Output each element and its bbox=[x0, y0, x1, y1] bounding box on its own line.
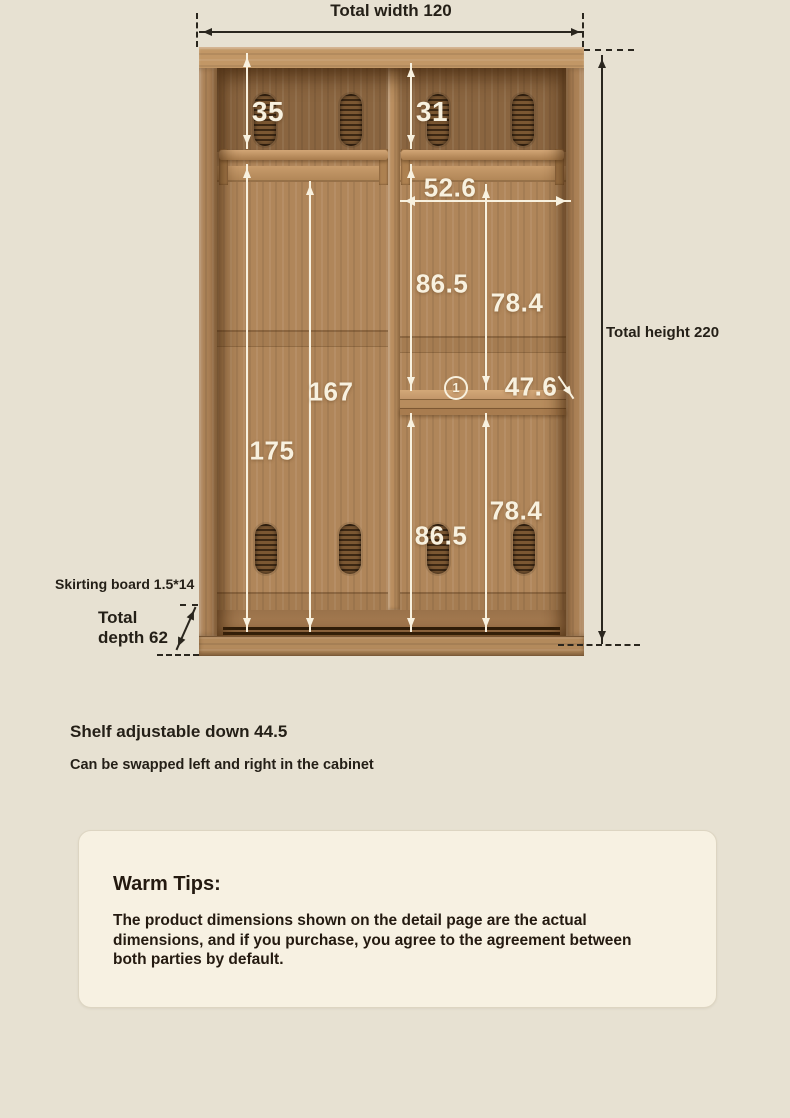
vent-icon bbox=[339, 524, 361, 574]
dim-line-78-upper bbox=[485, 184, 487, 390]
dim-label-52: 52.6 bbox=[423, 172, 477, 203]
swap-note: Can be swapped left and right in the cabinet bbox=[70, 757, 374, 773]
wardrobe-left-wall bbox=[199, 68, 217, 636]
sliding-door-track bbox=[223, 627, 560, 630]
warm-tips-body: The product dimensions shown on the detail page are the actual dimensions, and if you purchase, you agree to the agreement between both parties by default. bbox=[113, 912, 632, 968]
total-height-dimension-line bbox=[601, 55, 603, 644]
extension-line-top-left bbox=[196, 13, 198, 47]
dim-label-35: 35 bbox=[251, 96, 285, 127]
total-width-label: Total width 120 bbox=[330, 1, 452, 20]
dim-label-47: 47.6 bbox=[504, 371, 558, 402]
wardrobe-base bbox=[199, 636, 584, 656]
wardrobe-right-wall bbox=[566, 68, 584, 636]
wardrobe-top-rail bbox=[199, 47, 584, 70]
hanging-rod-right bbox=[401, 150, 564, 160]
sliding-door-track bbox=[223, 632, 560, 635]
depth-extension-top bbox=[180, 604, 198, 606]
wardrobe-floor bbox=[217, 610, 566, 636]
dim-line-86-lower bbox=[410, 413, 412, 632]
vent-icon bbox=[512, 94, 534, 146]
depth-extension-bottom bbox=[157, 654, 199, 656]
warm-tips-panel bbox=[78, 830, 717, 1008]
mid-back-panel-left bbox=[217, 152, 388, 610]
back-panel-rail bbox=[400, 336, 566, 353]
dim-line-31 bbox=[410, 63, 412, 149]
dim-label-31: 31 bbox=[415, 96, 449, 127]
shelf-adjustable-note: Shelf adjustable down 44.5 bbox=[70, 722, 288, 741]
dim-label-167: 167 bbox=[308, 376, 354, 407]
extension-line-top-right bbox=[582, 13, 584, 47]
vent-icon bbox=[255, 524, 277, 574]
extension-line-right-top bbox=[584, 49, 634, 51]
vent-icon bbox=[340, 94, 362, 146]
center-divider bbox=[388, 68, 400, 610]
dim-line-175 bbox=[246, 164, 248, 632]
hanging-rod-left bbox=[219, 150, 388, 160]
total-depth-label-line1: Total bbox=[98, 608, 138, 627]
dim-line-35 bbox=[246, 53, 248, 149]
dim-line-78-lower bbox=[485, 413, 487, 632]
skirting-board-label: Skirting board 1.5*14 bbox=[55, 576, 195, 592]
dim-label-78-lower: 78.4 bbox=[489, 495, 543, 526]
vent-icon bbox=[513, 524, 535, 574]
total-depth-label-line2: depth 62 bbox=[98, 628, 168, 647]
total-width-dimension-line bbox=[199, 31, 584, 33]
dim-label-175: 175 bbox=[249, 435, 295, 466]
total-depth-dimension-line bbox=[176, 607, 197, 651]
total-height-label: Total height 220 bbox=[606, 324, 720, 341]
dim-label-78-upper: 78.4 bbox=[490, 287, 544, 318]
shelf-marker: 1 bbox=[444, 376, 468, 400]
dim-label-86-upper: 86.5 bbox=[415, 268, 469, 299]
warm-tips-title: Warm Tips: bbox=[113, 873, 221, 895]
extension-line-right-bottom bbox=[558, 644, 640, 646]
dim-label-86-lower: 86.5 bbox=[414, 520, 468, 551]
back-panel-rail bbox=[217, 330, 388, 347]
